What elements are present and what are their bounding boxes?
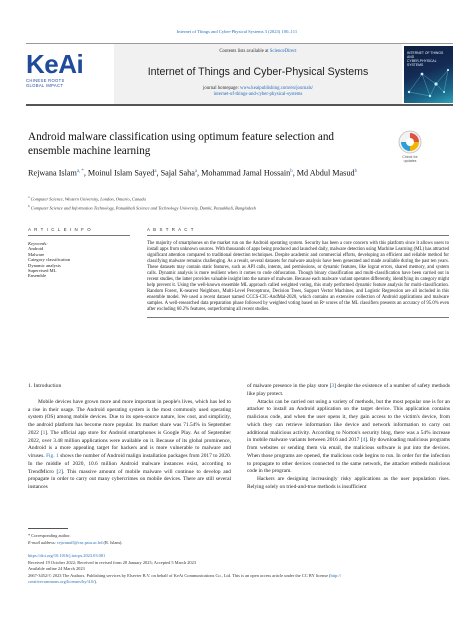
reference-link[interactable]: 4 — [362, 437, 366, 444]
affiliation-marker[interactable]: b — [290, 169, 293, 174]
keywords-label: Keywords: — [28, 241, 48, 246]
publisher-logo-tagline-2: GLOBAL IMPACT — [26, 83, 64, 88]
publisher-logo[interactable] — [26, 50, 110, 102]
affiliation-list — [28, 194, 448, 211]
affiliation-mark: a — [28, 195, 30, 199]
license-link-continued[interactable]: creativecommons.org/licenses/by/4.0/ — [28, 579, 95, 585]
abstract-text: The majority of smartphones on the market run on the Android operating system. Security has been a core concern with this platform since it allows users to install apps from unknown sources. With thousands of apps being produced and launched daily, malware detection using Machine Learning (ML) has attracted significant attention compared to traditional detection techniques. Despite academic and commercial efforts, developing an efficient and reliable method for classifying malware remains challenging. As a result, several datasets for malware analysis have been generated and made available during the past ten years. These datasets may contain static features, such as API calls, intents, and permissions, or dynamic features, like logcat errors, shared memory, and system calls. Dynamic analysis is more resilient when it comes to code obfuscation. Though binary classification and multi-classification have been carried out in recent studies, the latter provides valuable insight into the nature of malware. Because each malware variant operates differently, identifying its category might help prevent it. Using the well-known ensemble ML approach called weighted voting, this study performed dynamic feature analysis for multi-classification. Random Forest, K-nearest Neighbors, Multi-Level Perceptrons, Decision Trees, Support Vector Machines, and Logistic Regression are all included in this ensemble model. We used a recent dataset named CCCS-CIC-AndMal-2020, which contains an extensive collection of Android applications and malware samples. A well-researched data preparation phase followed by weighted voting based on R² scores of the ML classifiers presents an accuracy of 95.0% even after excluding 60.2% features, outperforming all recent studies. — [147, 241, 449, 313]
corresponding-author-note: * Corresponding author. — [28, 533, 71, 538]
online-date: Available online 24 March 2023 — [28, 566, 85, 572]
affiliation-text: Computer Science and Information Technology, Patuakhali Science and Technology University, Dumki, Patuakhali, Bangladesh — [29, 205, 256, 211]
keyword: Supervised ML — [28, 268, 57, 274]
body-text: ]. The official app store for Android smartphones is Google Play. As of September 2022, over 3.48 million applications were available on it. Because of its global prominence, Android is a more appealing target for hackers and is more vulnerable to malware and viruses. — [28, 429, 231, 459]
body-column-left — [28, 383, 231, 492]
figure-link[interactable]: Fig. 1 — [46, 453, 59, 459]
body-paragraph: Hackers are designing increasingly risky applications as the user population rises. Relying solely on tried-and-true methods is insufficient — [247, 476, 450, 490]
affiliation-marker[interactable]: a, * — [76, 169, 84, 174]
journal-homepage — [114, 86, 402, 98]
body-text: ]. By downloading malicious programs from websites or sending them via email, the malicious software is put into the devices. When those programs are opened, the malicious code begins to run. In order for the infection to propagate to other devices connected to the same network, the attacker embeds malicious code in the program. — [247, 437, 451, 475]
body-text: Mobile devices have grown more and more important in people's lives, which has led to a rise in their usage. The Android operating system is the most commonly used operating system (OS) among mobile devices. Due to its open-source nature, low cost, and simplicity, the android platform has become more popular. Its market share was 71.54% in September 2022 [ — [28, 398, 231, 436]
author-name[interactable]: Rejwana Islam — [28, 168, 77, 178]
keyword: Category classification — [28, 257, 71, 263]
contents-availability — [114, 49, 402, 54]
email-link[interactable]: rejwanaff@cse.pstu.ac.bd — [57, 540, 103, 545]
received-dates: Received 19 October 2022; Received in revised form 28 January 2023; Accepted 5 March 2023 — [28, 559, 197, 565]
cover-title-line-1: INTERNET OF THINGS AND — [407, 51, 444, 59]
footnotes — [28, 532, 448, 546]
license-text-end: ). — [94, 579, 98, 585]
body-text: of malware presence in the play store [ — [247, 383, 332, 389]
journal-header — [26, 43, 453, 106]
body-text: Attacks can be carried out using a variety of methods, but the most popular one is for an attacker to install an Android application on the target device. This application contains malicious code, and when the user opens it, they gain access to the victim's device, from which they can retrieve information like device and network information to carry out additional malicious activity. According to Norton's security blog, there was a 54% increase in mobile malware variants between 2016 and 2017 [ — [247, 398, 450, 444]
abstract-section — [147, 227, 449, 318]
affiliation-marker[interactable]: b — [354, 169, 357, 174]
author-separator: , — [156, 168, 161, 178]
check-for-updates-icon[interactable] — [398, 130, 422, 154]
license-link[interactable]: http:// — [330, 572, 342, 578]
journal-title: Internet of Things and Cyber-Physical Systems — [147, 66, 369, 78]
email-note — [28, 539, 448, 546]
affiliation — [28, 203, 448, 212]
introduction-heading: 1. Introduction — [28, 383, 62, 389]
keyword-list — [28, 246, 130, 278]
email-label: E-mail address: — [28, 540, 58, 545]
homepage-link-continued[interactable]: internet-of-things-and-cyber-physical-systems — [213, 92, 303, 97]
doi-link[interactable]: https://doi.org/10.1016/j.iotcps.2023.03.001 — [28, 553, 106, 558]
sciencedirect-link[interactable]: ScienceDirect — [269, 49, 297, 54]
article-title: Android malware classification using optimum feature selection and ensemble machine learning — [28, 131, 335, 157]
author-name[interactable]: Mohammad Jamal Hossain — [201, 168, 291, 178]
body-paragraph — [247, 383, 450, 399]
contents-prefix: Contents lists available at — [219, 49, 270, 54]
reference-link[interactable]: 3 — [331, 383, 335, 389]
author-separator: , — [292, 168, 297, 178]
body-paragraph — [247, 399, 450, 477]
author-name[interactable]: Sajal Saha — [160, 168, 195, 178]
body-column-right — [247, 383, 450, 492]
author-separator: , — [83, 168, 88, 178]
check-for-updates-label[interactable] — [393, 155, 427, 163]
affiliation — [28, 194, 448, 203]
article-info-heading: A R T I C L E I N F O — [28, 227, 130, 236]
keyword: Malware — [28, 251, 45, 257]
publication-metadata — [28, 553, 448, 586]
body-text: ]. This massive amount of mobile malware will continue to develop and propagate in order to carry out many cybercrimes on mobile devices. There are still several instances — [28, 468, 231, 490]
reference-link[interactable]: 2 — [58, 468, 62, 475]
affiliation-marker[interactable]: a — [154, 169, 157, 174]
publisher-logo-mark: KeAi — [26, 49, 84, 79]
running-header[interactable]: Internet of Things and Cyber-Physical Systems 3 (2023) 100–111 — [176, 29, 298, 34]
article-info — [28, 227, 130, 279]
body-paragraph — [28, 399, 231, 492]
keyword: Android — [28, 246, 44, 252]
affiliation-marker[interactable]: a — [194, 169, 198, 174]
license-text: 2667-3452/© 2023 The Authors. Publishing services by Elsevier B.V. on behalf of KeAi Communications Co., Ltd. This is an open access article under the CC BY license ( — [28, 572, 331, 578]
check-for-updates-label-1: Check for — [402, 155, 418, 159]
journal-cover-image[interactable] — [404, 46, 453, 103]
homepage-link[interactable]: www.keaipublishing.com/en/journals/ — [240, 86, 313, 91]
cover-network-graphic — [404, 62, 453, 103]
author-separator: , — [197, 168, 202, 178]
homepage-prefix: journal homepage: — [203, 86, 241, 91]
check-for-updates-label-2: updates — [403, 159, 417, 163]
keyword: Dynamic analysis — [28, 262, 61, 268]
body-text: shows the number of Android malign installation packages from 2017 to 2020. In the middle of 2020, 10.6 million Android malware instances exist, according to TrendMicro [ — [28, 453, 231, 475]
author-name[interactable]: Md Abdul Masud — [296, 168, 355, 178]
affiliation-text: Computer Science, Western University, London, Ontario, Canada — [29, 196, 146, 202]
affiliation-mark: b — [28, 203, 30, 208]
abstract-heading: A B S T R A C T — [147, 227, 449, 236]
footnote-divider — [28, 528, 68, 529]
keyword: Ensemble — [28, 273, 47, 279]
journal-info-band — [114, 44, 402, 104]
author-name[interactable]: Moinul Islam Sayed — [87, 168, 155, 178]
author-list — [28, 166, 428, 179]
cover-title-line-2: CYBER-PHYSICAL SYSTEMS — [407, 59, 437, 67]
abstract-divider — [147, 317, 449, 318]
body-text: ] despite the existence of a number of safety methods like play protect. — [247, 383, 451, 397]
license-statement — [28, 573, 448, 586]
publisher-logo-tagline-1: CHINESE ROOTS — [26, 78, 65, 83]
email-suffix: (R. Islam). — [102, 540, 123, 545]
reference-link[interactable]: 1 — [42, 429, 46, 436]
